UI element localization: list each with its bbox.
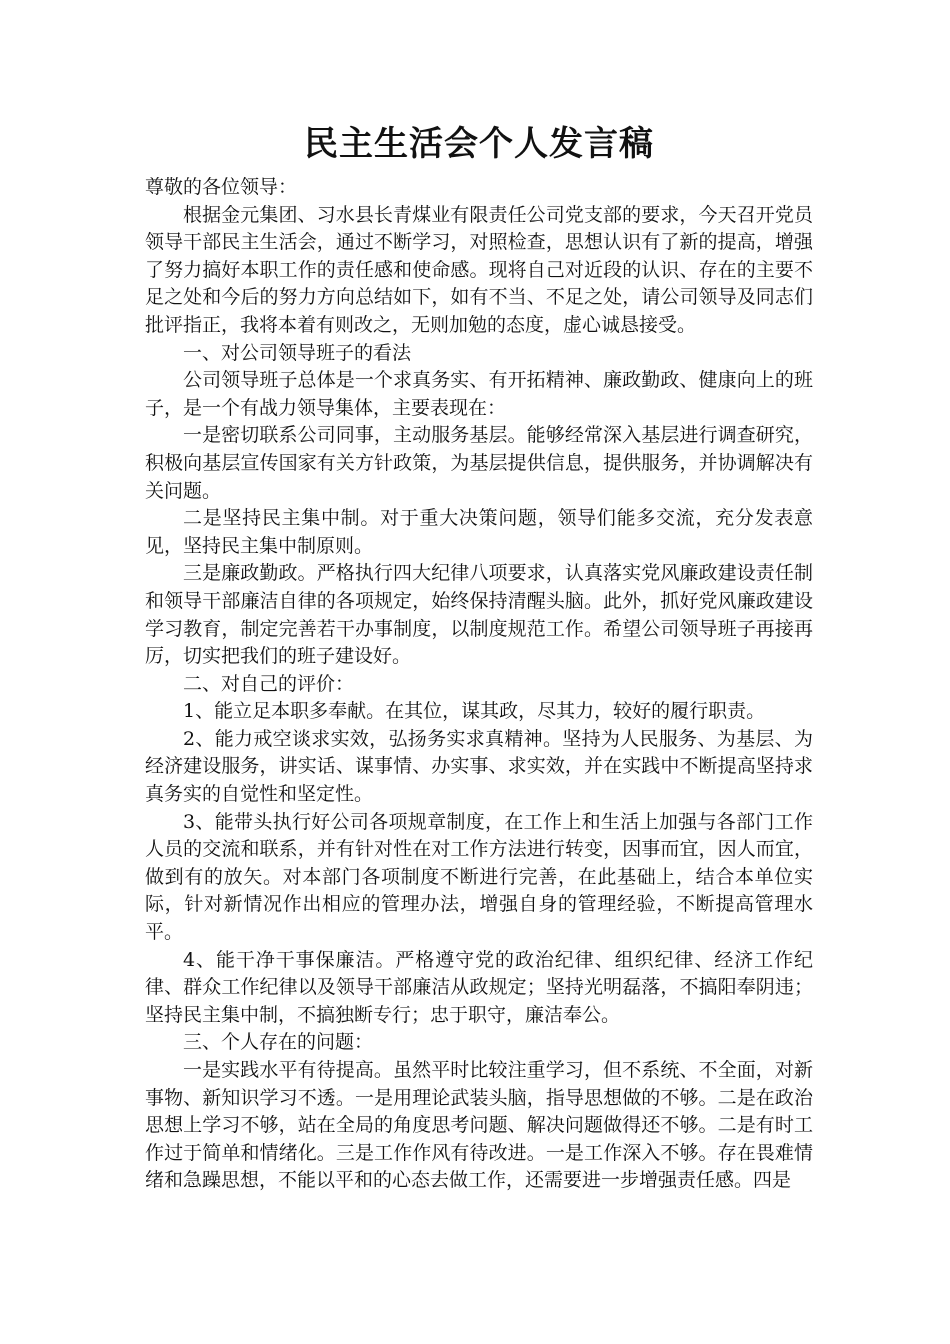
paragraph: 一是实践水平有待提高。虽然平时比较注重学习，但不系统、不全面，对新事物、新知识学习不透。一是用理论武装头脑，指导思想做的不够。二是在政治思想上学习不够，站在全局的角度思考问题、解决问题做得还不够。二是有时工作过于简单和情绪化。三是工作作风有待改进。一是工作深入不够。存在畏难情绪和急躁思想，不能以平和的心态去做工作，还需要进一步增强责任感。四是 [145, 1059, 813, 1192]
paragraph: 公司领导班子总体是一个求真务实、有开拓精神、廉政勤政、健康向上的班子，是一个有战力领导集体，主要表现在： [145, 369, 813, 419]
document-title: 民主生活会个人发言稿 [304, 124, 654, 164]
salutation: 尊敬的各位领导： [145, 176, 298, 198]
paragraph: 1、能立足本职多奉献。在其位，谋其政，尽其力，较好的履行职责。 [183, 700, 766, 723]
paragraph: 3、能带头执行好公司各项规章制度，在工作上和生活上加强与各部门工作人员的交流和联系，并有针对性在对工作方法进行转变，因事而宜，因人而宜，做到有的放矢。对本部门各项制度不断进行完善，在此基础上，结合本单位实际，针对新情况作出相应的管理办法，增强自身的管理经验，不断提高管理水平。 [145, 810, 813, 944]
paragraph: 二是坚持民主集中制。对于重大决策问题，领导们能多交流，充分发表意见，坚持民主集中制原则。 [145, 507, 813, 557]
section-heading-3: 三、个人存在的问题： [183, 1031, 374, 1054]
paragraph: 三是廉政勤政。严格执行四大纪律八项要求，认真落实党风廉政建设责任制和领导干部廉洁自律的各项规定，始终保持清醒头脑。此外，抓好党风廉政建设学习教育，制定完善若干办事制度，以制度规范工作。希望公司领导班子再接再厉，切实把我们的班子建设好。 [145, 562, 813, 668]
section-heading-1: 一、对公司领导班子的看法 [183, 341, 412, 364]
document-page [145, 120, 813, 1195]
paragraph: 2、能力戒空谈求实效，弘扬务实求真精神。坚持为人民服务、为基层、为经济建设服务，讲实话、谋事情、办实事、求实效，并在实践中不断提高坚持求真务实的自觉性和坚定性。 [145, 727, 813, 806]
paragraph-intro: 根据金元集团、习水县长青煤业有限责任公司党支部的要求，今天召开党员领导干部民主生活会，通过不断学习，对照检查，思想认识有了新的提高，增强了努力搞好本职工作的责任感和使命感。现将自己对近段的认识、存在的主要不足之处和今后的努力方向总结如下，如有不当、不足之处，请公司领导及同志们批评指正，我将本着有则改之，无则加勉的态度，虚心诚恳接受。 [145, 203, 813, 336]
paragraph: 一是密切联系公司同事，主动服务基层。能够经常深入基层进行调查研究，积极向基层宣传国家有关方针政策，为基层提供信息，提供服务，并协调解决有关问题。 [145, 424, 813, 502]
paragraph: 4、能干净干事保廉洁。严格遵守党的政治纪律、组织纪律、经济工作纪律、群众工作纪律以及领导干部廉洁从政规定；坚持光明磊落，不搞阳奉阴违；坚持民主集中制，不搞独断专行；忠于职守，廉洁奉公。 [145, 948, 813, 1026]
section-heading-2: 二、对自己的评价： [183, 672, 355, 695]
